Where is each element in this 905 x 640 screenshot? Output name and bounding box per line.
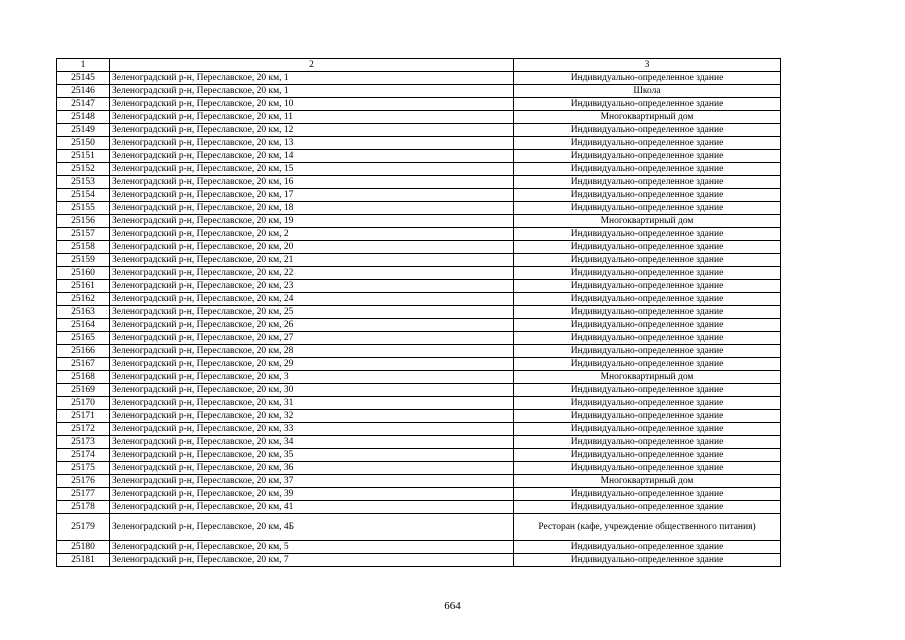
- address-cell: Зеленоградский р-н, Переславское, 20 км, 1: [110, 72, 514, 85]
- object-type-cell: Многоквартирный дом: [514, 215, 781, 228]
- table-header-row: [57, 59, 781, 72]
- table-row: [57, 189, 781, 202]
- object-type-cell: Индивидуально-определенное здание: [514, 254, 781, 267]
- address-cell: Зеленоградский р-н, Переславское, 20 км, 15: [110, 163, 514, 176]
- address-cell: Зеленоградский р-н, Переславское, 20 км, 34: [110, 436, 514, 449]
- object-type-cell: Индивидуально-определенное здание: [514, 241, 781, 254]
- table-row: [57, 98, 781, 111]
- table-row: [57, 332, 781, 345]
- address-cell: Зеленоградский р-н, Переславское, 20 км, 11: [110, 111, 514, 124]
- address-cell: Зеленоградский р-н, Переславское, 20 км, 31: [110, 397, 514, 410]
- table-row: [57, 371, 781, 384]
- table-row: [57, 137, 781, 150]
- object-type-cell: Индивидуально-определенное здание: [514, 488, 781, 501]
- object-type-cell: Многоквартирный дом: [514, 111, 781, 124]
- record-number-cell: 25177: [57, 488, 110, 501]
- record-number-cell: 25147: [57, 98, 110, 111]
- table-row: [57, 241, 781, 254]
- record-number-cell: 25171: [57, 410, 110, 423]
- address-cell: Зеленоградский р-н, Переславское, 20 км, 35: [110, 449, 514, 462]
- object-type-cell: Индивидуально-определенное здание: [514, 319, 781, 332]
- address-cell: Зеленоградский р-н, Переславское, 20 км, 19: [110, 215, 514, 228]
- object-type-cell: Многоквартирный дом: [514, 371, 781, 384]
- table-row: [57, 554, 781, 567]
- object-type-cell: Индивидуально-определенное здание: [514, 397, 781, 410]
- table-row: [57, 475, 781, 488]
- table-row: [57, 514, 781, 541]
- address-cell: Зеленоградский р-н, Переславское, 20 км, 37: [110, 475, 514, 488]
- address-cell: Зеленоградский р-н, Переславское, 20 км, 30: [110, 384, 514, 397]
- table-row: [57, 384, 781, 397]
- object-type-cell: Индивидуально-определенное здание: [514, 384, 781, 397]
- address-cell: Зеленоградский р-н, Переславское, 20 км, 32: [110, 410, 514, 423]
- table-row: [57, 541, 781, 554]
- address-cell: Зеленоградский р-н, Переславское, 20 км, 36: [110, 462, 514, 475]
- table-row: [57, 228, 781, 241]
- table-row: [57, 293, 781, 306]
- record-number-cell: 25148: [57, 111, 110, 124]
- record-number-cell: 25154: [57, 189, 110, 202]
- record-number-cell: 25163: [57, 306, 110, 319]
- object-type-cell: Индивидуально-определенное здание: [514, 541, 781, 554]
- record-number-cell: 25156: [57, 215, 110, 228]
- table-row: [57, 124, 781, 137]
- record-number-cell: 25175: [57, 462, 110, 475]
- object-type-cell: Индивидуально-определенное здание: [514, 554, 781, 567]
- table-row: [57, 85, 781, 98]
- object-type-cell: Индивидуально-определенное здание: [514, 280, 781, 293]
- address-cell: Зеленоградский р-н, Переславское, 20 км, 3: [110, 371, 514, 384]
- address-cell: Зеленоградский р-н, Переславское, 20 км, 16: [110, 176, 514, 189]
- record-number-cell: 25179: [57, 514, 110, 541]
- address-cell: Зеленоградский р-н, Переславское, 20 км, 29: [110, 358, 514, 371]
- record-number-cell: 25164: [57, 319, 110, 332]
- record-number-cell: 25166: [57, 345, 110, 358]
- address-cell: Зеленоградский р-н, Переславское, 20 км, 28: [110, 345, 514, 358]
- record-number-cell: 25173: [57, 436, 110, 449]
- table-row: [57, 306, 781, 319]
- record-number-cell: 25165: [57, 332, 110, 345]
- record-number-cell: 25153: [57, 176, 110, 189]
- record-number-cell: 25152: [57, 163, 110, 176]
- record-number-cell: 25146: [57, 85, 110, 98]
- record-number-cell: 25181: [57, 554, 110, 567]
- record-number-cell: 25178: [57, 501, 110, 514]
- object-type-cell: Индивидуально-определенное здание: [514, 72, 781, 85]
- record-number-cell: 25150: [57, 137, 110, 150]
- table-row: [57, 111, 781, 124]
- record-number-cell: 25169: [57, 384, 110, 397]
- address-cell: Зеленоградский р-н, Переславское, 20 км, 21: [110, 254, 514, 267]
- record-number-cell: 25176: [57, 475, 110, 488]
- object-type-cell: Школа: [514, 85, 781, 98]
- record-number-cell: 25170: [57, 397, 110, 410]
- record-number-cell: 25149: [57, 124, 110, 137]
- object-type-cell: Индивидуально-определенное здание: [514, 462, 781, 475]
- address-cell: Зеленоградский р-н, Переславское, 20 км, 25: [110, 306, 514, 319]
- table-row: [57, 215, 781, 228]
- object-type-cell: Индивидуально-определенное здание: [514, 228, 781, 241]
- address-cell: Зеленоградский р-н, Переславское, 20 км, 23: [110, 280, 514, 293]
- table-row: [57, 202, 781, 215]
- record-number-cell: 25174: [57, 449, 110, 462]
- table-row: [57, 397, 781, 410]
- object-type-cell: Индивидуально-определенное здание: [514, 436, 781, 449]
- record-number-cell: 25162: [57, 293, 110, 306]
- object-type-cell: Индивидуально-определенное здание: [514, 267, 781, 280]
- object-type-cell: Индивидуально-определенное здание: [514, 423, 781, 436]
- record-number-cell: 25155: [57, 202, 110, 215]
- record-number-cell: 25161: [57, 280, 110, 293]
- object-type-cell: Индивидуально-определенное здание: [514, 137, 781, 150]
- address-cell: Зеленоградский р-н, Переславское, 20 км, 39: [110, 488, 514, 501]
- object-type-cell: Индивидуально-определенное здание: [514, 345, 781, 358]
- column-header-1: 1: [57, 59, 110, 72]
- object-type-cell: Индивидуально-определенное здание: [514, 358, 781, 371]
- address-cell: Зеленоградский р-н, Переславское, 20 км, 5: [110, 541, 514, 554]
- record-number-cell: 25157: [57, 228, 110, 241]
- table-row: [57, 423, 781, 436]
- address-cell: Зеленоградский р-н, Переславское, 20 км, 27: [110, 332, 514, 345]
- address-cell: Зеленоградский р-н, Переславское, 20 км, 20: [110, 241, 514, 254]
- record-number-cell: 25172: [57, 423, 110, 436]
- address-cell: Зеленоградский р-н, Переславское, 20 км, 13: [110, 137, 514, 150]
- table-row: [57, 358, 781, 371]
- object-type-cell: Индивидуально-определенное здание: [514, 189, 781, 202]
- address-cell: Зеленоградский р-н, Переславское, 20 км, 26: [110, 319, 514, 332]
- object-type-cell: Ресторан (кафе, учреждение общественного питания): [514, 514, 781, 541]
- table-row: [57, 462, 781, 475]
- table-row: [57, 150, 781, 163]
- table-row: [57, 345, 781, 358]
- page-number: 664: [444, 600, 461, 612]
- table-row: [57, 176, 781, 189]
- record-number-cell: 25159: [57, 254, 110, 267]
- registry-table: [56, 58, 781, 567]
- address-cell: Зеленоградский р-н, Переславское, 20 км, 10: [110, 98, 514, 111]
- table-row: [57, 280, 781, 293]
- object-type-cell: Индивидуально-определенное здание: [514, 98, 781, 111]
- object-type-cell: Многоквартирный дом: [514, 475, 781, 488]
- address-cell: Зеленоградский р-н, Переславское, 20 км, 18: [110, 202, 514, 215]
- address-cell: Зеленоградский р-н, Переславское, 20 км, 12: [110, 124, 514, 137]
- record-number-cell: 25160: [57, 267, 110, 280]
- record-number-cell: 25145: [57, 72, 110, 85]
- address-cell: Зеленоградский р-н, Переславское, 20 км, 17: [110, 189, 514, 202]
- table-row: [57, 319, 781, 332]
- address-cell: Зеленоградский р-н, Переславское, 20 км, 24: [110, 293, 514, 306]
- address-cell: Зеленоградский р-н, Переславское, 20 км, 14: [110, 150, 514, 163]
- table-row: [57, 163, 781, 176]
- object-type-cell: Индивидуально-определенное здание: [514, 306, 781, 319]
- object-type-cell: Индивидуально-определенное здание: [514, 332, 781, 345]
- table-row: [57, 488, 781, 501]
- record-number-cell: 25168: [57, 371, 110, 384]
- object-type-cell: Индивидуально-определенное здание: [514, 293, 781, 306]
- object-type-cell: Индивидуально-определенное здание: [514, 449, 781, 462]
- table-row: [57, 449, 781, 462]
- object-type-cell: Индивидуально-определенное здание: [514, 202, 781, 215]
- column-header-2: 2: [110, 59, 514, 72]
- object-type-cell: Индивидуально-определенное здание: [514, 150, 781, 163]
- table-row: [57, 436, 781, 449]
- record-number-cell: 25158: [57, 241, 110, 254]
- table-row: [57, 72, 781, 85]
- address-cell: Зеленоградский р-н, Переславское, 20 км, 7: [110, 554, 514, 567]
- record-number-cell: 25167: [57, 358, 110, 371]
- address-cell: Зеленоградский р-н, Переславское, 20 км, 1: [110, 85, 514, 98]
- object-type-cell: Индивидуально-определенное здание: [514, 501, 781, 514]
- address-cell: Зеленоградский р-н, Переславское, 20 км, 22: [110, 267, 514, 280]
- address-cell: Зеленоградский р-н, Переславское, 20 км, 41: [110, 501, 514, 514]
- object-type-cell: Индивидуально-определенное здание: [514, 176, 781, 189]
- table-row: [57, 254, 781, 267]
- registry-table-body: [57, 59, 781, 567]
- table-row: [57, 501, 781, 514]
- record-number-cell: 25180: [57, 541, 110, 554]
- record-number-cell: 25151: [57, 150, 110, 163]
- object-type-cell: Индивидуально-определенное здание: [514, 410, 781, 423]
- column-header-3: 3: [514, 59, 781, 72]
- object-type-cell: Индивидуально-определенное здание: [514, 163, 781, 176]
- object-type-cell: Индивидуально-определенное здание: [514, 124, 781, 137]
- address-cell: Зеленоградский р-н, Переславское, 20 км, 2: [110, 228, 514, 241]
- table-row: [57, 267, 781, 280]
- address-cell: Зеленоградский р-н, Переславское, 20 км, 33: [110, 423, 514, 436]
- address-cell: Зеленоградский р-н, Переславское, 20 км, 4Б: [110, 514, 514, 541]
- table-row: [57, 410, 781, 423]
